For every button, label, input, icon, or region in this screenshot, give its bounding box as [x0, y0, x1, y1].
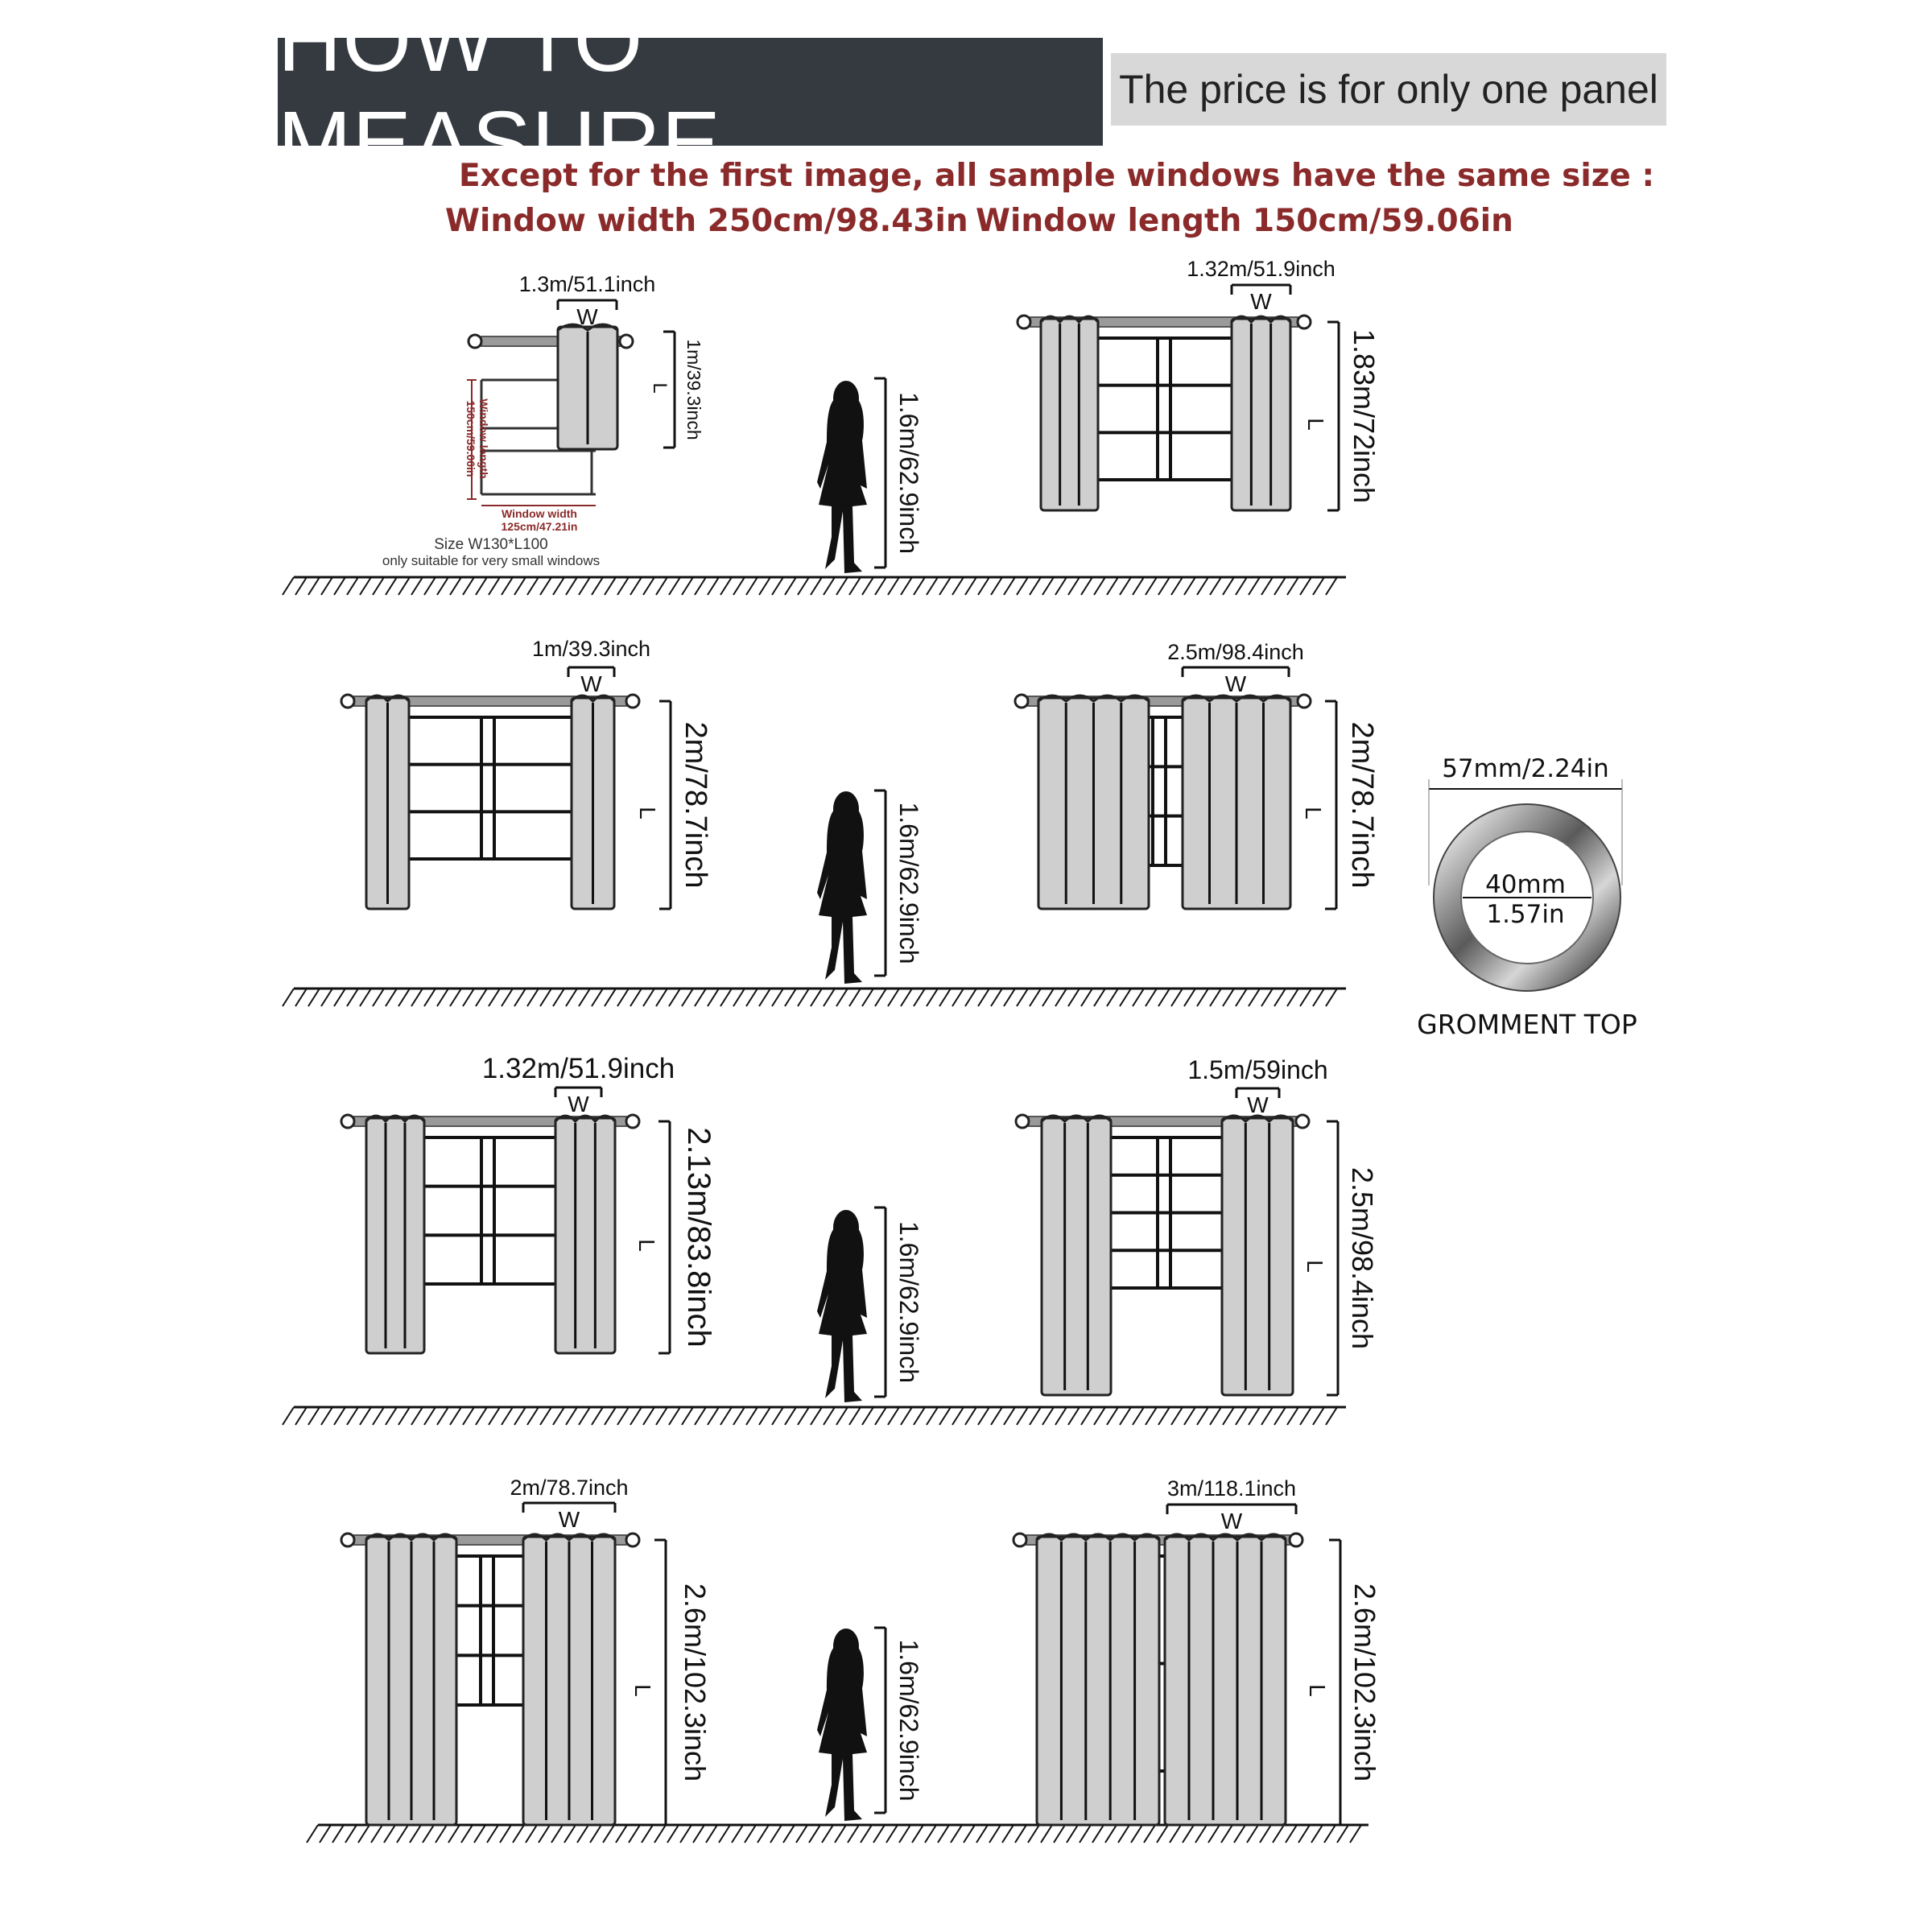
width-marker: W: [1220, 1509, 1243, 1534]
window-length-note: Window length 150cm/59.06in: [976, 203, 1513, 239]
curtain-panel: [1037, 1534, 1159, 1825]
woman-silhouette: [817, 1629, 867, 1821]
width-label: 1m/39.3inch: [531, 637, 651, 661]
length-dimension: [1325, 701, 1379, 909]
small-window-width-label: Window width: [502, 507, 577, 520]
length-dimension: [659, 701, 712, 909]
curtain-panel: [1041, 316, 1098, 510]
width-label: 1.5m/59inch: [1187, 1055, 1328, 1084]
length-label: 1.83m/72inch: [1348, 328, 1381, 504]
curtain-scene: [341, 637, 712, 909]
width-marker: W: [580, 671, 602, 696]
curtain-panel: [366, 1534, 456, 1825]
length-label: 1.6m/62.9inch: [894, 802, 923, 964]
width-dimension: [1187, 1055, 1327, 1117]
small-window-length-label: Window length: [477, 398, 490, 479]
curtain-panel: [1222, 1116, 1293, 1395]
curtain-scene: [1018, 257, 1381, 510]
length-dimension: [654, 1540, 712, 1825]
curtain-panel: [1042, 1116, 1111, 1395]
curtain-scene: [1016, 1055, 1379, 1395]
length-label: 1.6m/62.9inch: [894, 1639, 923, 1802]
width-label: 1.3m/51.1inch: [518, 272, 656, 296]
length-dimension: [1329, 1540, 1381, 1825]
width-label: 1.32m/51.9inch: [481, 1053, 675, 1084]
width-label: 2m/78.7inch: [510, 1476, 629, 1500]
curtain-scene: [341, 1476, 712, 1825]
width-label: 1.32m/51.9inch: [1187, 257, 1335, 281]
curtain-panel: [572, 696, 614, 909]
length-marker: L: [1301, 807, 1326, 819]
floor-line: [283, 989, 1346, 1006]
curtain-panel: [1183, 696, 1290, 909]
length-dimension: [658, 1121, 716, 1353]
grommet-inner-mm: 40mm: [1485, 870, 1566, 899]
curtain-panel: [366, 696, 409, 909]
grommet-inner-in: 1.57in: [1486, 900, 1565, 929]
length-dimension: [874, 791, 923, 976]
width-label: 3m/118.1inch: [1166, 1476, 1297, 1501]
window-frame: [407, 717, 573, 859]
window-frame: [457, 1556, 523, 1705]
length-label: 2.13m/83.8inch: [681, 1127, 716, 1348]
width-marker: W: [568, 1092, 589, 1117]
width-dimension: [510, 1476, 628, 1532]
curtain-panel: [555, 1116, 615, 1353]
curtain-panel: [523, 1534, 615, 1825]
width-marker: W: [1224, 671, 1247, 696]
length-label: 1.6m/62.9inch: [894, 1220, 923, 1384]
length-label: 1.6m/62.9inch: [894, 391, 923, 555]
width-dimension: [1187, 257, 1335, 314]
window-width-note: Window width 250cm/98.43in: [445, 203, 968, 239]
length-label: 2m/78.7inch: [1345, 721, 1379, 889]
width-marker: W: [576, 304, 598, 329]
length-label: 2m/78.7inch: [679, 721, 712, 889]
floor-line: [283, 577, 1346, 595]
width-label: 2.5m/98.4inch: [1167, 640, 1304, 664]
length-marker: L: [634, 1239, 659, 1252]
window-frame: [1111, 1137, 1224, 1288]
length-label: 2.6m/102.3inch: [679, 1583, 712, 1782]
floor-line: [307, 1825, 1368, 1843]
length-dimension: [874, 1628, 923, 1813]
curtain-panel: [558, 324, 617, 449]
length-marker: L: [649, 382, 671, 394]
width-dimension: [519, 272, 656, 329]
length-dimension: [1327, 322, 1381, 510]
woman-silhouette: [817, 791, 867, 984]
page-title: HOW TO MEASURE: [278, 0, 721, 192]
length-label: 2.5m/98.4inch: [1346, 1166, 1379, 1350]
length-marker: L: [630, 1684, 655, 1697]
length-label: 1m/39.3inch: [683, 339, 704, 440]
grommet-diagram: [1417, 754, 1637, 1040]
length-marker: L: [1305, 1684, 1330, 1697]
curtain-panel: [1232, 316, 1290, 510]
length-dimension: [1327, 1121, 1379, 1395]
width-dimension: [1167, 640, 1304, 696]
small-window-length-value: 150cm/59.06in: [464, 400, 477, 477]
curtain-panel: [366, 1116, 424, 1353]
width-marker: W: [558, 1507, 580, 1532]
curtain-panel: [1165, 1534, 1286, 1825]
width-dimension: [1167, 1476, 1296, 1534]
window-frame: [425, 1137, 555, 1284]
length-marker: L: [635, 807, 660, 819]
grommet-caption: GROMMENT TOP: [1417, 1009, 1637, 1040]
width-dimension: [482, 1053, 675, 1117]
curtain-panel: [1038, 696, 1149, 909]
small-window-scene: [382, 272, 704, 568]
length-marker: L: [1302, 1260, 1327, 1273]
width-dimension: [532, 637, 650, 696]
grommet-outer-diameter: 57mm/2.24in: [1442, 754, 1609, 783]
floor-line: [283, 1407, 1346, 1425]
woman-silhouette: [817, 381, 867, 573]
small-window-note: only suitable for very small windows: [382, 553, 601, 568]
intro-note: Except for the first image, all sample windows have the same size :: [459, 158, 1655, 194]
small-window-width-value: 125cm/47.21in: [501, 520, 578, 533]
length-dimension: [874, 378, 923, 568]
width-marker: W: [1247, 1092, 1269, 1117]
window-frame: [1099, 338, 1232, 480]
small-window-size: Size W130*L100: [434, 536, 548, 553]
width-marker: W: [1250, 289, 1272, 314]
curtain-scene: [341, 1053, 716, 1353]
length-label: 2.6m/102.3inch: [1348, 1583, 1381, 1782]
length-dimension: [874, 1208, 923, 1397]
curtain-scene: [1015, 640, 1379, 909]
price-note: The price is for only one panel: [1119, 67, 1658, 112]
length-marker: L: [1303, 418, 1328, 431]
woman-silhouette: [817, 1210, 867, 1402]
curtain-scene: [1013, 1476, 1381, 1825]
